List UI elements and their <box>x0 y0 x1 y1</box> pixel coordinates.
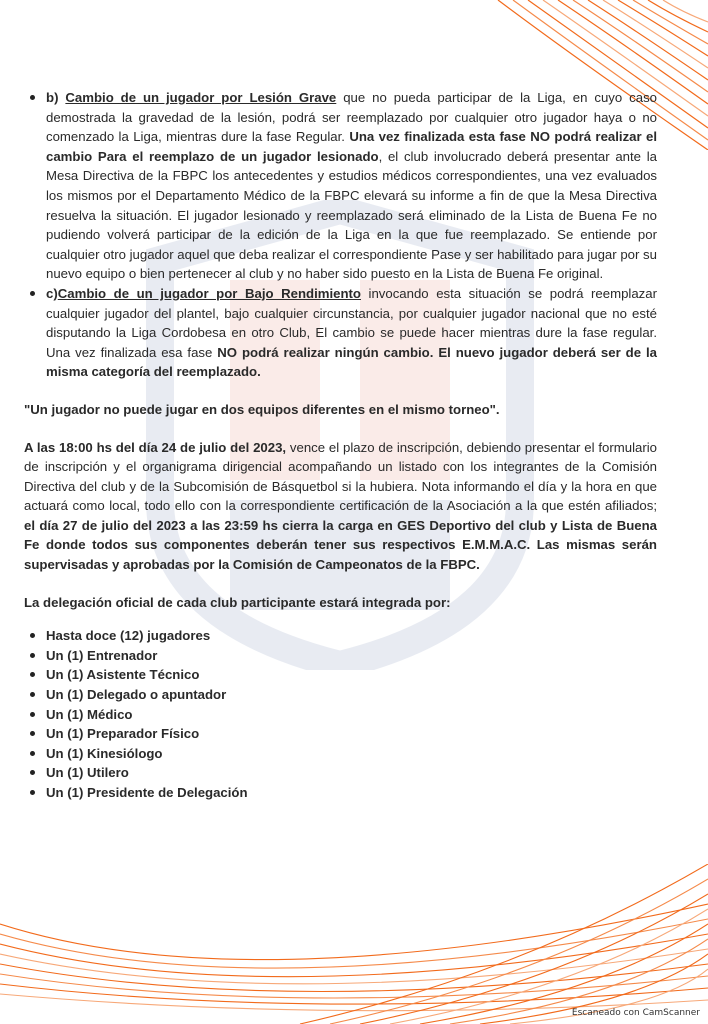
bullet-b-title: Cambio de un jugador por Lesión Grave <box>65 90 337 105</box>
bullet-c-bold1: NO podrá realizar ningún cambio. El nuevo jugador deberá ser de la misma categoría del reemplazado. <box>46 344 657 380</box>
deadline-text1: vence el plazo de inscripción, debiendo presentar el formulario de inscripción y el organigrama dirigencial acompañando un listado con los integrantes de la Comisión Directiva del club y de la Subcomisión de Básquetbol si la hubiera. Nota informando el día y la hora en que actuará como local, todo ello con la correspondiente certificación de la Asociación a la que estén afiliados; <box>24 439 657 514</box>
bullet-b-bold1: Una vez finalizada esta fase NO podrá realizar el cambio Para el reemplazo de un jugador lesionado <box>46 129 657 164</box>
bullet-c-title: Cambio de un jugador por Bajo Rendimiento <box>57 285 361 301</box>
quote-rule: "Un jugador no puede jugar en dos equipos diferentes en el mismo torneo". <box>24 401 500 417</box>
list-item: Un (1) Asistente Técnico <box>24 665 657 685</box>
deadline-bold2: el día 27 de julio del 2023 a las 23:59 hs cierra la carga en GES Deportivo del club y Lista de Buena Fe donde todos sus componentes deberán tener sus respectivos E.M.M.A.C. Las mismas serán supervisadas y aprobadas por la Comisión de Campeonatos de la FBPC. <box>24 517 657 573</box>
list-item: Un (1) Delegado o apuntador <box>24 685 657 705</box>
bullet-c-text1: invocando esta situación se podrá reemplazar cualquier jugador del plantel, bajo cualquier circunstancia, por cualquier jugador nacional que no esté disputando la Liga Cordobesa en otro Club, El cambio se puede hacer mientras dure la fase regular. Una vez finalizada esa fase <box>46 285 658 360</box>
bullet-c-marker: c <box>46 285 54 301</box>
deadline-bold1: A las 18:00 hs del día 24 de julio del 2023, <box>24 439 287 455</box>
list-item: Un (1) Kinesiólogo <box>24 744 657 764</box>
bottom-decoration <box>0 864 708 1024</box>
list-item: Un (1) Preparador Físico <box>24 724 657 744</box>
list-item: Un (1) Presidente de Delegación <box>24 783 657 803</box>
bullet-c: c)Cambio de un jugador por Bajo Rendimiento invocando esta situación se podrá reemplazar cualquier jugador del plantel, bajo cualquier circunstancia, por cualquier jugador nacional que no esté disputando la Liga Cordobesa en otro Club, El cambio se puede hacer mientras dure la fase regular. Una vez finalizada esa fase NO podrá realizar ningún cambio. El nuevo jugador deberá ser de la misma categoría del reemplazado. <box>24 284 657 382</box>
document-body <box>24 88 657 803</box>
bullet-b-marker: b <box>46 90 55 105</box>
bullet-b-text2: , el club involucrado deberá presentar ante la Mesa Directiva de la FBPC los antecedentes y estudios médicos correspondientes, una vez evaluados los mismos por el Departamento Médico de la FBPC elevará su informe a fin de que la Mesa Directiva resuelva la situación. El jugador lesionado y reemplazado será eliminado de la Lista de Buena Fe no pudiendo volverá participar de la edición de la Liga en la que fue reemplazado. Se entiende por cualquier otro jugador aquel que deba realizar el correspondiente Pase y ser habilitado para jugar por su nuevo equipo o bien pertenecer al club y no haber sido puesto en la Lista de Buena Fe original. <box>46 148 657 282</box>
deadline-paragraph <box>24 438 657 575</box>
scanner-footer: Escaneado con CamScanner <box>571 1008 700 1018</box>
list-item: Un (1) Utilero <box>24 763 657 783</box>
list-item: Un (1) Entrenador <box>24 646 657 666</box>
list-item: Hasta doce (12) jugadores <box>24 626 657 646</box>
list-item: Un (1) Médico <box>24 705 657 725</box>
bullet-b-text1: que no pueda participar de la Liga, en cuyo caso demostrada la gravedad de la lesión, podrá ser reemplazado por cualquier otro jugador haya o no comenzado la Liga, mientras dure la fase Regular. <box>46 90 657 145</box>
delegation-heading: La delegación oficial de cada club participante estará integrada por: <box>24 594 451 610</box>
delegation-list <box>24 626 657 802</box>
bullet-b: b) Cambio de un jugador por Lesión Grave que no pueda participar de la Liga, en cuyo caso demostrada la gravedad de la lesión, podrá ser reemplazado por cualquier otro jugador haya o no comenzado la Liga, mientras dure la fase Regular. Una vez finalizada esta fase NO podrá realizar el cambio Para el reemplazo de un jugador lesionado, el club involucrado deberá presentar ante la Mesa Directiva de la FBPC los antecedentes y estudios médicos correspondientes, una vez evaluados los mismos por el Departamento Médico de la FBPC elevará su informe a fin de que la Mesa Directiva resuelva la situación. El jugador lesionado y reemplazado será eliminado de la Lista de Buena Fe no pudiendo volverá participar de la edición de la Liga en la que fue reemplazado. Se entiende por cualquier otro jugador aquel que deba realizar el correspondiente Pase y ser habilitado para jugar por su nuevo equipo o bien pertenecer al club y no haber sido puesto en la Lista de Buena Fe original. <box>24 88 657 284</box>
